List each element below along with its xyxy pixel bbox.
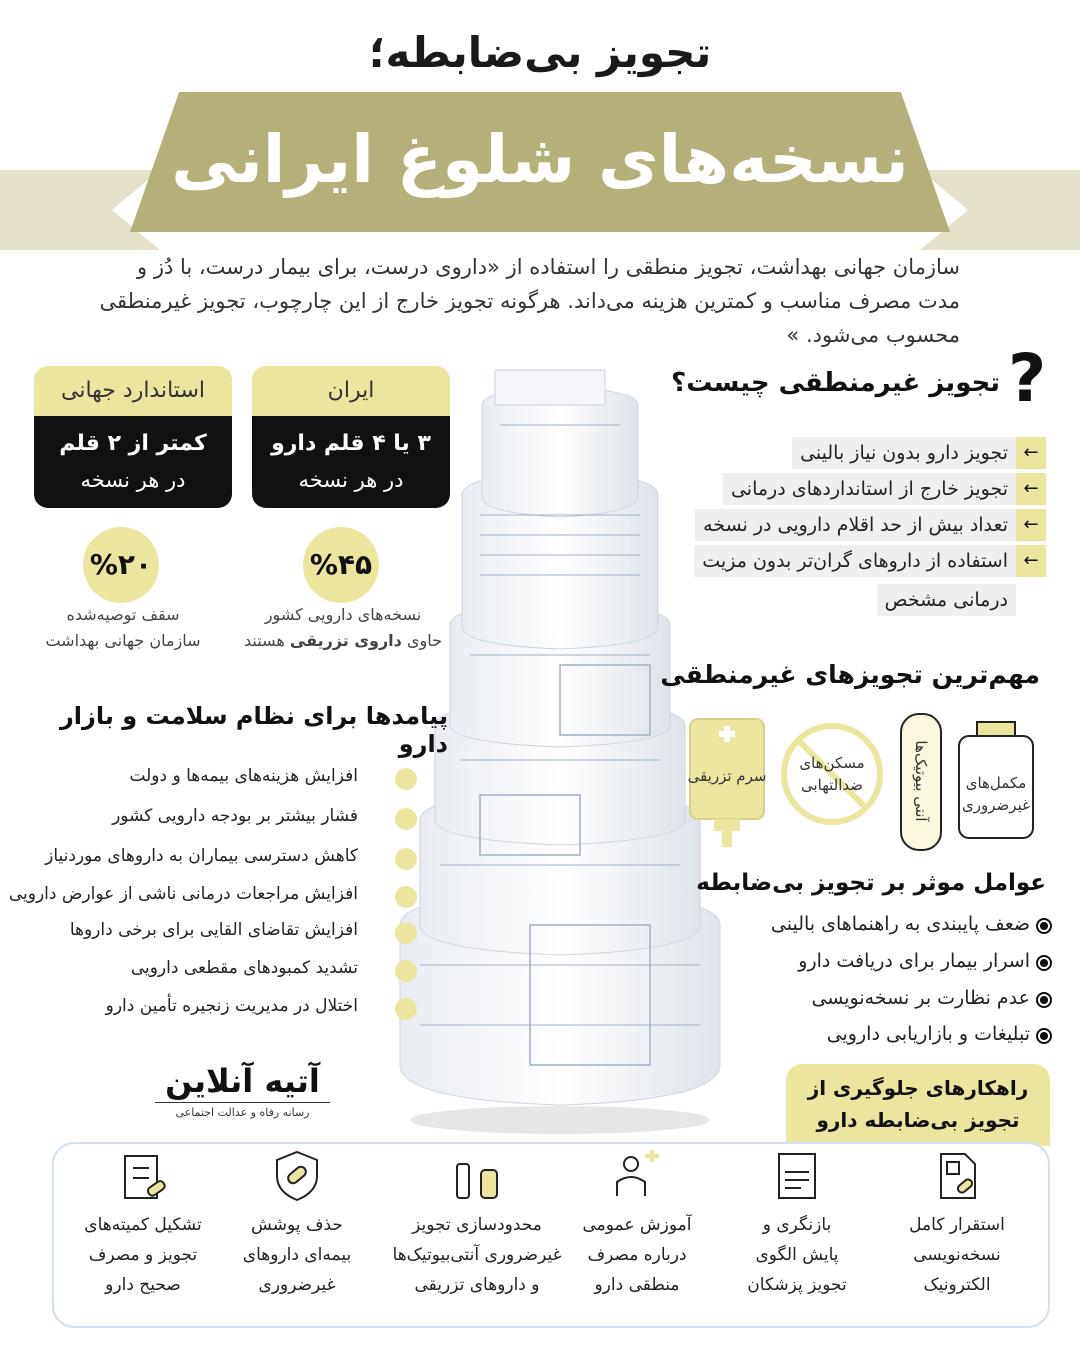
solution-item: [712, 1150, 882, 1300]
consequence-item: افزایش هزینه‌های بیمه‌ها و دولت: [129, 766, 358, 786]
solution-line: غیرضروری: [258, 1275, 336, 1295]
solution-item: [552, 1150, 722, 1300]
vial-syringe-icon: [451, 1150, 503, 1202]
bullet-dot: [395, 768, 417, 790]
bullet-dot: [395, 998, 417, 1020]
iran-card-sub: در هر نسخه: [298, 468, 404, 492]
iran-card-body: [252, 416, 450, 508]
question-mark-icon: ?: [1008, 340, 1047, 417]
solution-line: تجویز و مصرف: [88, 1245, 198, 1265]
stat-world-caption: [20, 602, 226, 654]
what-is-title: تجویز غیرمنطقی چیست؟: [671, 368, 1000, 398]
consequence-item: اختلال در مدیریت زنجیره تأمین دارو: [105, 996, 358, 1016]
consequence-item: تشدید کمبودهای مقطعی دارویی: [130, 958, 358, 978]
solution-line: نسخه‌نویسی: [913, 1245, 1001, 1265]
important-title: مهم‌ترین تجویزهای غیرمنطقی: [660, 660, 1040, 689]
solution-label: [382, 1210, 572, 1300]
checklist-pill-icon: [117, 1150, 169, 1202]
solution-line: تجویز پزشکان: [747, 1275, 847, 1295]
caption-post: هستند: [244, 631, 285, 650]
intro-paragraph: سازمان جهانی بهداشت، تجویز منطقی را استفاده از «داروی درست، برای بیمار درست، با دُز و مدت مصرف مناسب و کمترین هزینه می‌داند. هرگونه تجویز خارج از این چارچوب، تجویز غیرمنطقی محسوب می‌شود. »: [99, 255, 960, 347]
consequence-item: افزایش تقاضای القایی برای برخی داروها: [69, 920, 358, 940]
what-is-item-cont: درمانی مشخص: [877, 584, 1016, 616]
stat-world-percent: %۲۰: [83, 527, 159, 603]
public-education-icon: [611, 1150, 663, 1202]
world-card-sub: در هر نسخه: [80, 468, 186, 492]
iran-card: [252, 366, 450, 508]
solution-label: [872, 1210, 1042, 1300]
iran-card-value: ۳ یا ۴ قلم دارو: [271, 431, 431, 456]
bullet-dot: [395, 960, 417, 982]
supertitle: تجویز بی‌ضابطه؛: [368, 28, 712, 77]
nsaid-label: مسکن‌های ضدالتهابی: [799, 754, 865, 794]
solution-line: حذف پوشش: [251, 1215, 343, 1235]
what-is-item: استفاده از داروهای گران‌تر بدون مزیت: [694, 545, 1016, 577]
arrow-left-icon: ←: [1016, 545, 1046, 577]
solution-item: [212, 1150, 382, 1300]
factor-item: تبلیغات و بازاریابی دارویی: [826, 1023, 1030, 1045]
solution-line: غیرضروری آنتی‌بیوتیک‌ها: [392, 1245, 562, 1265]
e-prescription-icon: [931, 1150, 983, 1202]
what-is-item: تجویز خارج از استانداردهای درمانی: [723, 473, 1016, 505]
what-is-item: تجویز دارو بدون نیاز بالینی: [792, 437, 1016, 469]
logo-subtitle: رسانه رفاه و عدالت اجتماعی: [155, 1102, 330, 1119]
world-card-head: استاندارد جهانی: [34, 366, 232, 416]
stat-world-caption-line2: سازمان جهانی بهداشت: [45, 631, 201, 650]
consequence-item: افزایش مراجعات درمانی ناشی از عوارض دارویی: [8, 884, 358, 904]
solution-label: [58, 1210, 228, 1300]
solution-line: استقرار کامل: [909, 1215, 1005, 1235]
logo-name: آتیه آنلاین: [165, 1062, 320, 1100]
world-card-body: [34, 416, 232, 508]
consequence-item: کاهش دسترسی بیماران به داروهای موردنیاز: [45, 846, 358, 866]
solution-item: [58, 1150, 228, 1300]
supplement-label: مکمل‌های غیرضروری: [962, 774, 1030, 814]
caption-bold: داروی تزریقی: [289, 631, 402, 650]
stat-world-caption-line1: سقف توصیه‌شده: [66, 605, 180, 624]
solution-line: محدودسازی تجویز: [412, 1215, 542, 1235]
solutions-title-line2: تجویز بی‌ضابطه دارو: [816, 1108, 1020, 1132]
solution-line: بیمه‌ای داروهای: [242, 1245, 352, 1265]
solution-line: منطقی دارو: [594, 1275, 680, 1295]
solution-line: بازنگری و: [762, 1215, 832, 1235]
radio-bullet-icon: [1036, 955, 1052, 971]
factor-item: عدم نظارت بر نسخه‌نویسی: [811, 987, 1030, 1009]
radio-bullet-icon: [1036, 992, 1052, 1008]
bullet-dot: [395, 886, 417, 908]
iv-label: سرم تزریقی: [687, 767, 767, 785]
shield-pill-icon: [271, 1150, 323, 1202]
solution-line: صحیح دارو: [105, 1275, 181, 1295]
solution-line: و داروهای تزریقی: [414, 1275, 540, 1295]
prescription-review-icon: [771, 1150, 823, 1202]
solution-label: [712, 1210, 882, 1300]
solution-item: [382, 1150, 572, 1300]
stat-iran-caption-line1: نسخه‌های دارویی کشور: [264, 605, 422, 624]
stat-iran-caption-line2: [228, 628, 458, 654]
caption-pre: حاوی: [406, 631, 442, 650]
factors-title: عوامل موثر بر تجویز بی‌ضابطه: [696, 870, 1046, 896]
stat-iran-percent: %۴۵: [303, 527, 379, 603]
consequence-item: فشار بیشتر بر بودجه دارویی کشور: [112, 806, 358, 826]
radio-bullet-icon: [1036, 1028, 1052, 1044]
bullet-dot: [395, 922, 417, 944]
brand-logo: [155, 1062, 330, 1119]
arrow-left-icon: ←: [1016, 437, 1046, 469]
stat-iran-caption: [228, 602, 458, 654]
solution-line: الکترونیک: [923, 1275, 991, 1295]
page-title: نسخه‌های شلوغ ایرانی: [171, 121, 909, 198]
solution-line: پایش الگوی: [755, 1245, 839, 1265]
bullet-dot: [395, 808, 417, 830]
radio-bullet-icon: [1036, 918, 1052, 934]
bullet-dot: [395, 848, 417, 870]
solution-line: تشکیل کمیته‌های: [84, 1215, 202, 1235]
arrow-left-icon: ←: [1016, 509, 1046, 541]
solution-item: [872, 1150, 1042, 1300]
solution-label: [552, 1210, 722, 1300]
world-card-value: کمتر از ۲ قلم: [59, 431, 207, 456]
solution-label: [212, 1210, 382, 1300]
solutions-title-line1: راهکارهای جلوگیری از: [807, 1076, 1029, 1100]
solution-line: درباره مصرف: [587, 1245, 687, 1265]
factor-item: ضعف پایبندی به راهنماهای بالینی: [770, 913, 1030, 935]
solutions-title: [786, 1064, 1050, 1146]
antibiotic-label: آنتی بیوتیک‌ها: [912, 740, 930, 822]
what-is-item: تعداد بیش از حد اقلام دارویی در نسخه: [695, 509, 1016, 541]
world-card: [34, 366, 232, 508]
arrow-left-icon: ←: [1016, 473, 1046, 505]
iran-card-head: ایران: [252, 366, 450, 416]
factor-item: اسرار بیمار برای دریافت دارو: [798, 950, 1030, 972]
solution-line: آموزش عمومی: [582, 1215, 692, 1235]
consequences-title: پیامدها برای نظام سلامت و بازار دارو: [59, 702, 448, 758]
